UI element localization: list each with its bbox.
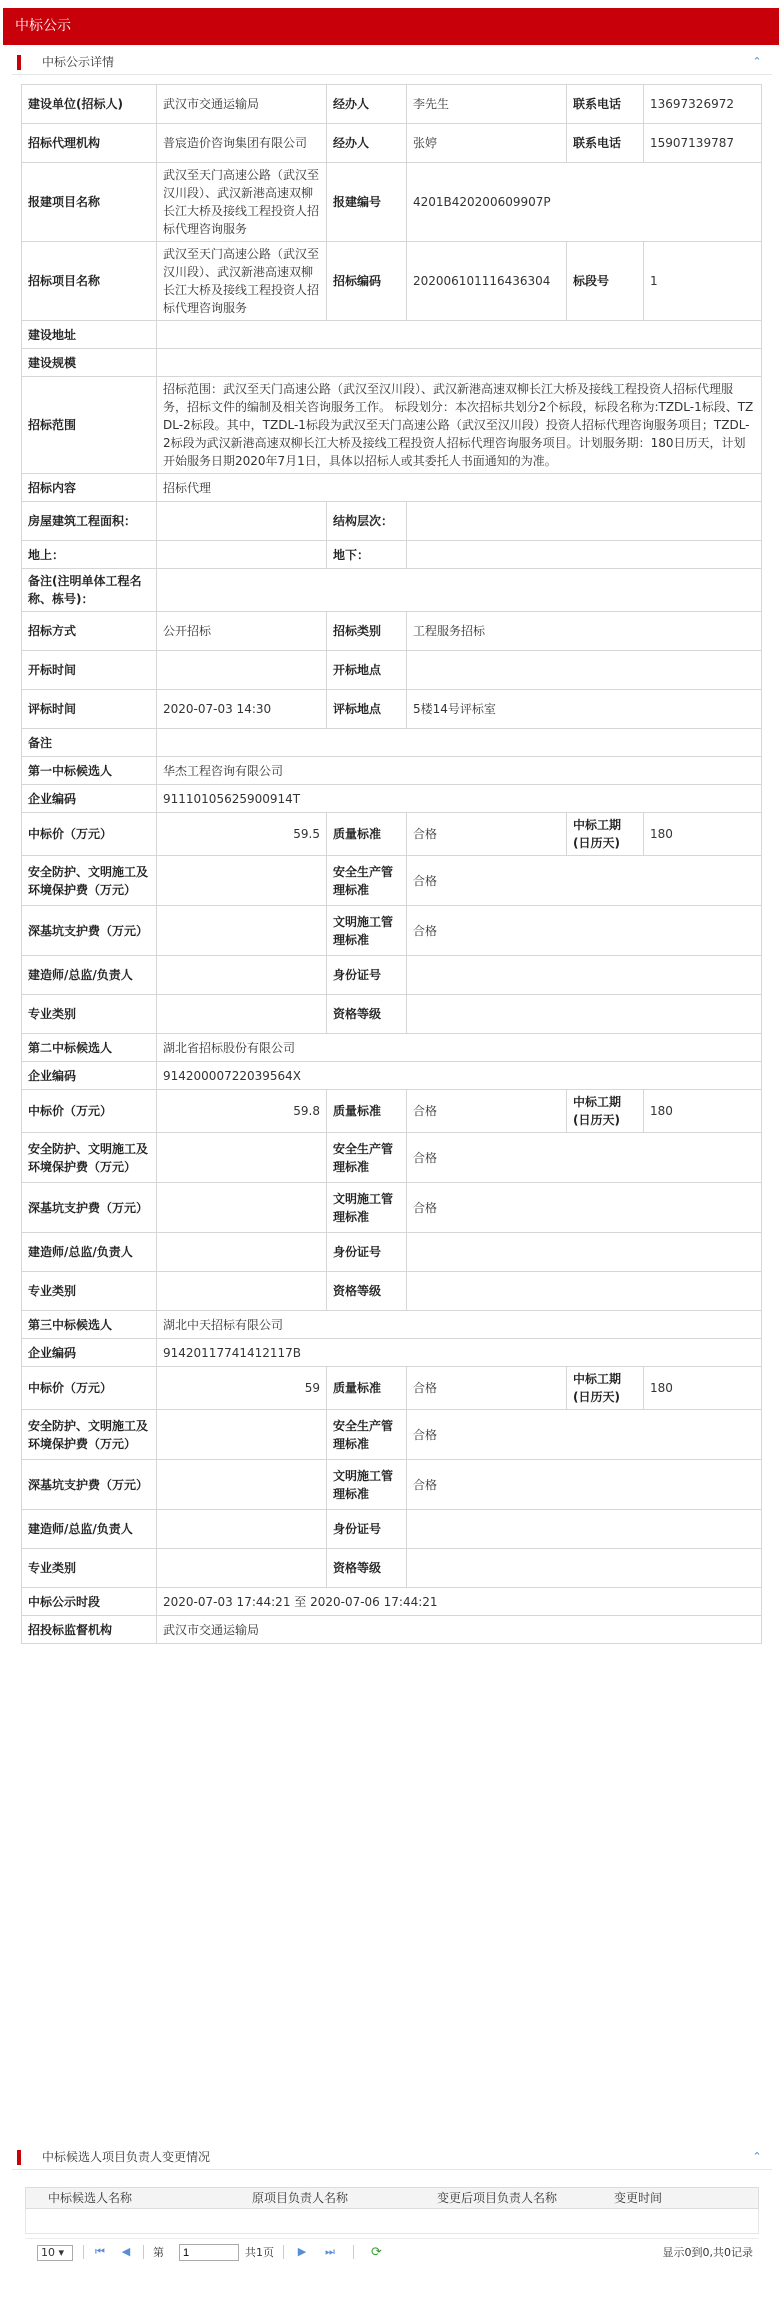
field-label: 深基坑支护费（万元） bbox=[22, 1460, 157, 1510]
field-label: 经办人 bbox=[327, 85, 407, 124]
grid-column-header[interactable]: 中标候选人名称 bbox=[48, 2191, 133, 2205]
table-row bbox=[22, 690, 762, 729]
table-row bbox=[22, 651, 762, 690]
field-label: 报建编号 bbox=[327, 163, 407, 242]
field-label: 招标编码 bbox=[327, 242, 407, 321]
field-value: 180 bbox=[644, 1367, 762, 1410]
field-value: 合格 bbox=[407, 1090, 567, 1133]
table-row bbox=[22, 729, 762, 757]
table-row bbox=[22, 541, 762, 569]
section-marker bbox=[17, 2150, 21, 2165]
field-label: 地上： bbox=[22, 541, 157, 569]
field-value bbox=[407, 1272, 762, 1311]
section-header-changes bbox=[12, 2145, 772, 2170]
field-value bbox=[157, 1233, 327, 1272]
table-row bbox=[22, 569, 762, 612]
grid-column-header[interactable]: 原项目负责人名称 bbox=[252, 2191, 349, 2205]
field-label: 深基坑支护费（万元） bbox=[22, 906, 157, 956]
table-row bbox=[22, 785, 762, 813]
field-value: 华杰工程咨询有限公司 bbox=[157, 757, 762, 785]
field-value bbox=[157, 502, 327, 541]
table-row bbox=[22, 813, 762, 856]
table-row bbox=[22, 1272, 762, 1311]
field-label: 招标方式 bbox=[22, 612, 157, 651]
field-label: 资格等级 bbox=[327, 1549, 407, 1588]
table-row bbox=[22, 1311, 762, 1339]
grid-header bbox=[25, 2187, 759, 2209]
table-row bbox=[22, 1062, 762, 1090]
field-value bbox=[407, 995, 762, 1034]
pager-separator bbox=[83, 2245, 84, 2259]
field-value: 合格 bbox=[407, 1183, 762, 1233]
field-label: 身份证号 bbox=[327, 1233, 407, 1272]
table-row bbox=[22, 502, 762, 541]
field-value: 合格 bbox=[407, 1133, 762, 1183]
field-value bbox=[157, 1183, 327, 1233]
field-value bbox=[407, 1510, 762, 1549]
table-row bbox=[22, 1034, 762, 1062]
field-value: 普宸造价咨询集团有限公司 bbox=[157, 124, 327, 163]
field-value bbox=[157, 1460, 327, 1510]
field-label: 安全防护、文明施工及环境保护费（万元） bbox=[22, 1410, 157, 1460]
table-row bbox=[22, 124, 762, 163]
field-label: 企业编码 bbox=[22, 1062, 157, 1090]
field-label: 联系电话 bbox=[567, 124, 644, 163]
field-label: 招标范围 bbox=[22, 377, 157, 474]
field-label: 质量标准 bbox=[327, 1090, 407, 1133]
field-value: 合格 bbox=[407, 1410, 762, 1460]
field-label: 中标公示时段 bbox=[22, 1588, 157, 1616]
field-value bbox=[157, 856, 327, 906]
grid-column-header[interactable]: 变更时间 bbox=[614, 2191, 663, 2205]
field-value: 180 bbox=[644, 1090, 762, 1133]
field-label: 质量标准 bbox=[327, 813, 407, 856]
field-value: 武汉市交通运输局 bbox=[157, 85, 327, 124]
field-label: 标段号 bbox=[567, 242, 644, 321]
field-value: 13697326972 bbox=[644, 85, 762, 124]
field-value bbox=[407, 1549, 762, 1588]
pager-separator bbox=[353, 2245, 354, 2259]
field-value: 59 bbox=[157, 1367, 327, 1410]
field-label: 深基坑支护费（万元） bbox=[22, 1183, 157, 1233]
field-label: 质量标准 bbox=[327, 1367, 407, 1410]
field-label: 招标内容 bbox=[22, 474, 157, 502]
table-row bbox=[22, 906, 762, 956]
field-value: 湖北中天招标有限公司 bbox=[157, 1311, 762, 1339]
table-row bbox=[22, 1410, 762, 1460]
field-label: 房屋建筑工程面积： bbox=[22, 502, 157, 541]
table-row bbox=[22, 1133, 762, 1183]
field-value: 公开招标 bbox=[157, 612, 327, 651]
field-value: 武汉市交通运输局 bbox=[157, 1616, 762, 1644]
double-chevron-up-icon[interactable]: ⌃ bbox=[752, 2150, 762, 2163]
field-label: 经办人 bbox=[327, 124, 407, 163]
field-value bbox=[157, 321, 762, 349]
field-value bbox=[157, 569, 762, 612]
field-value bbox=[407, 541, 762, 569]
field-label: 身份证号 bbox=[327, 1510, 407, 1549]
field-label: 安全防护、文明施工及环境保护费（万元） bbox=[22, 1133, 157, 1183]
field-value: 59.8 bbox=[157, 1090, 327, 1133]
field-label: 评标时间 bbox=[22, 690, 157, 729]
field-label: 建造师/总监/负责人 bbox=[22, 1233, 157, 1272]
field-label: 文明施工管理标准 bbox=[327, 1183, 407, 1233]
field-label: 文明施工管理标准 bbox=[327, 1460, 407, 1510]
field-label: 企业编码 bbox=[22, 1339, 157, 1367]
field-value: 4201B420200609907P bbox=[407, 163, 762, 242]
field-value: 91420117741412117B bbox=[157, 1339, 762, 1367]
field-value bbox=[157, 995, 327, 1034]
field-value: 张婷 bbox=[407, 124, 567, 163]
table-row bbox=[22, 1183, 762, 1233]
grid-column-header[interactable]: 变更后项目负责人名称 bbox=[437, 2191, 558, 2205]
field-label: 中标工期(日历天) bbox=[567, 813, 644, 856]
field-value: 2020-07-03 17:44:21 至 2020-07-06 17:44:21 bbox=[157, 1588, 762, 1616]
pager-separator bbox=[283, 2245, 284, 2259]
table-row bbox=[22, 349, 762, 377]
last-page-icon[interactable]: ⏭ bbox=[325, 2245, 335, 2258]
field-label: 建造师/总监/负责人 bbox=[22, 1510, 157, 1549]
field-value: 91110105625900914T bbox=[157, 785, 762, 813]
field-label: 评标地点 bbox=[327, 690, 407, 729]
field-label: 结构层次： bbox=[327, 502, 407, 541]
table-row bbox=[22, 757, 762, 785]
field-label: 安全防护、文明施工及环境保护费（万元） bbox=[22, 856, 157, 906]
page-prefix: 第 bbox=[153, 2246, 164, 2259]
table-row bbox=[22, 1460, 762, 1510]
field-label: 安全生产管理标准 bbox=[327, 1410, 407, 1460]
field-value bbox=[407, 1233, 762, 1272]
field-value bbox=[157, 541, 327, 569]
page-title: 中标公示 bbox=[15, 18, 71, 34]
field-label: 第一中标候选人 bbox=[22, 757, 157, 785]
field-value bbox=[407, 651, 762, 690]
field-label: 安全生产管理标准 bbox=[327, 856, 407, 906]
page-total: 共1页 bbox=[245, 2246, 274, 2259]
field-label: 招标代理机构 bbox=[22, 124, 157, 163]
table-row bbox=[22, 474, 762, 502]
table-row bbox=[22, 242, 762, 321]
field-label: 专业类别 bbox=[22, 995, 157, 1034]
field-value: 武汉至天门高速公路（武汉至汉川段）、武汉新港高速双柳长江大桥及接线工程投资人招标代理咨询服务 bbox=[157, 163, 327, 242]
field-label: 中标工期(日历天) bbox=[567, 1090, 644, 1133]
section-title: 中标候选人项目负责人变更情况 bbox=[42, 2150, 211, 2164]
field-value: 合格 bbox=[407, 906, 762, 956]
next-page-icon[interactable]: ▶ bbox=[297, 2245, 307, 2258]
field-label: 备注 bbox=[22, 729, 157, 757]
field-value: 合格 bbox=[407, 1367, 567, 1410]
field-label: 第二中标候选人 bbox=[22, 1034, 157, 1062]
field-label: 企业编码 bbox=[22, 785, 157, 813]
page-title-bar bbox=[3, 8, 779, 45]
page-number-input[interactable] bbox=[179, 2244, 239, 2261]
bid-detail-table bbox=[21, 84, 762, 1644]
field-label: 资格等级 bbox=[327, 1272, 407, 1311]
table-row bbox=[22, 856, 762, 906]
table-row bbox=[22, 377, 762, 474]
field-label: 中标价（万元） bbox=[22, 813, 157, 856]
field-label: 招标项目名称 bbox=[22, 242, 157, 321]
field-label: 建设地址 bbox=[22, 321, 157, 349]
field-label: 专业类别 bbox=[22, 1549, 157, 1588]
field-label: 报建项目名称 bbox=[22, 163, 157, 242]
table-row bbox=[22, 1549, 762, 1588]
table-row bbox=[22, 956, 762, 995]
field-value: 招标代理 bbox=[157, 474, 762, 502]
field-value: 2020-07-03 14:30 bbox=[157, 690, 327, 729]
field-label: 备注(注明单体工程名称、栋号)： bbox=[22, 569, 157, 612]
table-row bbox=[22, 1339, 762, 1367]
field-value bbox=[157, 1133, 327, 1183]
field-value bbox=[157, 1549, 327, 1588]
field-label: 文明施工管理标准 bbox=[327, 906, 407, 956]
field-value bbox=[407, 502, 762, 541]
field-label: 联系电话 bbox=[567, 85, 644, 124]
field-value: 15907139787 bbox=[644, 124, 762, 163]
field-label: 建设单位(招标人) bbox=[22, 85, 157, 124]
page-size-select[interactable]: 10 ▾ bbox=[37, 2245, 73, 2261]
field-label: 中标价（万元） bbox=[22, 1090, 157, 1133]
table-row bbox=[22, 1588, 762, 1616]
section-marker bbox=[17, 55, 21, 70]
table-row bbox=[22, 995, 762, 1034]
field-value bbox=[157, 1410, 327, 1460]
field-value: 招标范围：武汉至天门高速公路（武汉至汉川段）、武汉新港高速双柳长江大桥及接线工程投资人招标代理服务，招标文件的编制及相关咨询服务工作。 标段划分：本次招标共划分2个标段，标段名称为:TZDL-1标段、TZDL-2标段。其中，TZDL-1标段为武汉至天门高速公路（武汉至汉川段）投资人招标代理咨询服务项目；TZDL-2标段为武汉新港高速双柳长江大桥及接线工程投资人招标代理咨询服务项目。计划服务期：180日历天，计划开始服务日期2020年7月1日，具体以招标人或其委托人书面通知的为准。 bbox=[157, 377, 762, 474]
table-row bbox=[22, 1090, 762, 1133]
field-label: 地下： bbox=[327, 541, 407, 569]
table-row bbox=[22, 85, 762, 124]
field-label: 中标工期(日历天) bbox=[567, 1367, 644, 1410]
table-row bbox=[22, 1367, 762, 1410]
pager bbox=[25, 2238, 759, 2262]
field-value: 180 bbox=[644, 813, 762, 856]
field-value: 5楼14号评标室 bbox=[407, 690, 762, 729]
table-row bbox=[22, 321, 762, 349]
field-value bbox=[157, 349, 762, 377]
field-value bbox=[157, 651, 327, 690]
field-value bbox=[157, 1510, 327, 1549]
field-label: 专业类别 bbox=[22, 1272, 157, 1311]
field-value: 工程服务招标 bbox=[407, 612, 762, 651]
table-row bbox=[22, 163, 762, 242]
table-row bbox=[22, 1233, 762, 1272]
field-label: 招投标监督机构 bbox=[22, 1616, 157, 1644]
change-grid bbox=[12, 2180, 772, 2297]
field-label: 建造师/总监/负责人 bbox=[22, 956, 157, 995]
field-label: 建设规模 bbox=[22, 349, 157, 377]
field-value: 合格 bbox=[407, 1460, 762, 1510]
field-label: 第三中标候选人 bbox=[22, 1311, 157, 1339]
pager-separator bbox=[143, 2245, 144, 2259]
field-value bbox=[157, 906, 327, 956]
table-row bbox=[22, 1616, 762, 1644]
field-value bbox=[157, 1272, 327, 1311]
field-label: 中标价（万元） bbox=[22, 1367, 157, 1410]
field-value: 武汉至天门高速公路（武汉至汉川段）、武汉新港高速双柳长江大桥及接线工程投资人招标代理咨询服务 bbox=[157, 242, 327, 321]
field-label: 安全生产管理标准 bbox=[327, 1133, 407, 1183]
field-value: 202006101116436304 bbox=[407, 242, 567, 321]
field-value: 合格 bbox=[407, 856, 762, 906]
field-value: 59.5 bbox=[157, 813, 327, 856]
field-label: 身份证号 bbox=[327, 956, 407, 995]
first-page-icon[interactable]: ⏮ bbox=[95, 2245, 105, 2258]
record-info: 显示0到0,共0记录 bbox=[662, 2246, 753, 2259]
field-value: 李先生 bbox=[407, 85, 567, 124]
prev-page-icon[interactable]: ◀ bbox=[121, 2245, 131, 2258]
field-label: 招标类别 bbox=[327, 612, 407, 651]
grid-body bbox=[25, 2209, 759, 2234]
field-value: 1 bbox=[644, 242, 762, 321]
section-title: 中标公示详情 bbox=[42, 55, 115, 69]
table-row bbox=[22, 612, 762, 651]
table-row bbox=[22, 1510, 762, 1549]
field-label: 开标地点 bbox=[327, 651, 407, 690]
field-value: 合格 bbox=[407, 813, 567, 856]
field-label: 资格等级 bbox=[327, 995, 407, 1034]
field-value: 91420000722039564X bbox=[157, 1062, 762, 1090]
double-chevron-up-icon[interactable]: ⌃ bbox=[752, 55, 762, 68]
field-value bbox=[157, 729, 762, 757]
field-value: 湖北省招标股份有限公司 bbox=[157, 1034, 762, 1062]
refresh-icon[interactable]: ⟳ bbox=[371, 2245, 382, 2260]
field-label: 开标时间 bbox=[22, 651, 157, 690]
field-value bbox=[157, 956, 327, 995]
field-value bbox=[407, 956, 762, 995]
section-header-details bbox=[12, 50, 772, 75]
